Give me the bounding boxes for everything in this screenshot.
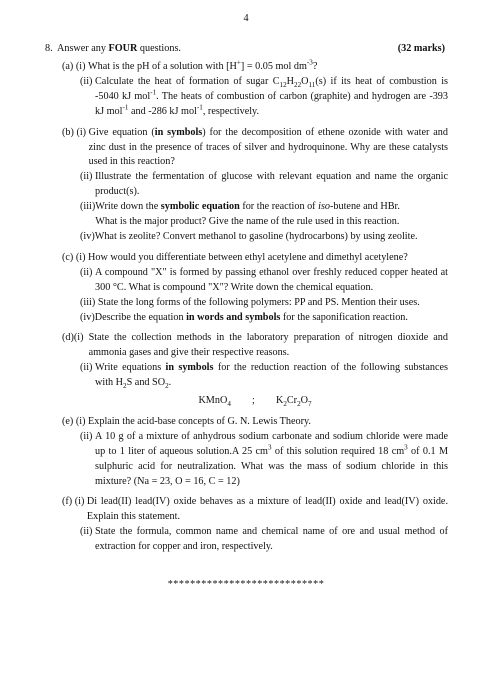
part-e-i: (e) (i) Explain the acid-base concepts of G. N. Lewis Theory. bbox=[62, 415, 311, 427]
part-a bbox=[62, 60, 448, 120]
part-b-i: (b) (i) Give equation (in symbols) for the decomposition of ethene ozonide with water and zinc dust in the presence of traces of silver and hydroquinone. Why are these catalysts used in this reaction? bbox=[62, 126, 448, 168]
question-marks: (32 marks) bbox=[397, 43, 445, 54]
part-f-ii: (ii) State the formula, common name and chemical name of ore and usual method of extraction for copper and iron, respectively. bbox=[80, 526, 448, 553]
part-d-i: (d) (i) State the collection methods in the laboratory preparation of nitrogen dioxide and ammonia gases and give their respective reasons. bbox=[62, 332, 448, 359]
part-c-iv: (iv) Describe the equation in words and symbols for the saponification reaction. bbox=[80, 311, 408, 323]
part-a-i: (a) (i) What is the pH of a solution with [H+] = 0.05 mol $dm^{-3}$? bbox=[62, 58, 318, 72]
reagent-kmno4: KMnO$_4$ bbox=[198, 395, 231, 409]
question-body bbox=[62, 60, 448, 561]
reagent-separator: ; bbox=[252, 395, 255, 407]
page-number: 4 bbox=[243, 13, 249, 24]
reagent-k2cr2o7: $K_2Cr_2O_7$ bbox=[275, 395, 312, 409]
part-b bbox=[62, 126, 448, 245]
reagent-list bbox=[62, 394, 448, 409]
part-c bbox=[62, 251, 448, 326]
part-b-iii: (iii) Write down the symbolic equation for the reaction of iso-butene and HBr. What is the major product? Give the name of the rule used in this reaction. bbox=[80, 201, 400, 228]
part-f bbox=[62, 495, 448, 555]
part-f-i: (f) (i) Di lead(II) lead(IV) oxide behaves as a mixture of lead(II) oxide and lead(IV) oxide. Explain this statement. bbox=[62, 496, 448, 523]
end-marker: **************************** bbox=[167, 579, 325, 590]
part-e-ii: (ii) A 10 g of a mixture of anhydrous sodium carbonate and sodium chloride were made up to 1 liter of aqueous solution.A 25 $cm^3$ of this solution required 18 $cm^3$ of 0.1 M sulphuric acid for neutralization. What was the mass of sodium chloride in this mixture? (Na = 23, O = 16, C = 12) bbox=[80, 430, 448, 487]
part-b-ii: (ii) Illustrate the fermentation of glucose with relevant equation and name the organic product(s). bbox=[80, 171, 448, 198]
part-b-iv: (iv) What is zeolite? Convert methanol to gasoline (hydrocarbons) by using zeolite. bbox=[80, 230, 418, 242]
part-e bbox=[62, 415, 448, 490]
part-d-ii: (ii) Write equations in symbols for the reduction reaction of the following substances with $H_2S$ and $SO_2$. bbox=[80, 362, 448, 391]
question-number: 8. bbox=[45, 43, 53, 54]
part-a-ii: (ii) Calculate the heat of formation of sugar $C_{12}H_{22}O_{11}(s)$ if its heat of combustion is -5040 kJ mol$^{-1}$. The heats of combustion of carbon (graphite) and hydrogen are -393 kJ mol$^{-1}$ and -286 kJ mol$^{-1}$, respectively. bbox=[80, 75, 448, 117]
part-c-iii: (iii) State the long forms of the following polymers: PP and PS. Mention their uses. bbox=[80, 296, 420, 308]
question-instruction: Answer any FOUR questions. bbox=[57, 43, 181, 54]
part-c-ii: (ii) A compound "X" is formed by passing ethanol over freshly reduced copper heated at 300 °C. What is compound "X"? Write down the chemical equation. bbox=[80, 266, 448, 293]
part-c-i: (c) (i) How would you differentiate between ethyl acetylene and dimethyl acetylene? bbox=[62, 251, 408, 263]
part-d bbox=[62, 331, 448, 409]
